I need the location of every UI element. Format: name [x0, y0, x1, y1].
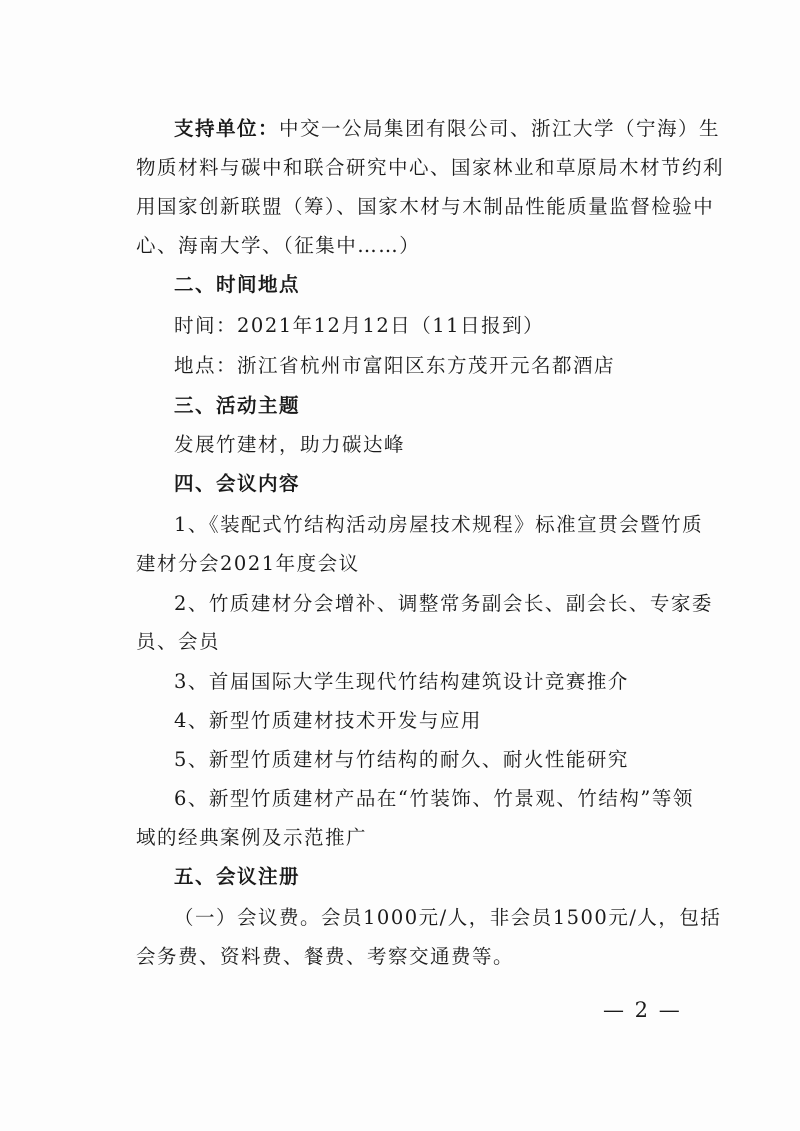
content-item-3: 3、首届国际大学生现代竹结构建筑设计竞赛推介: [174, 670, 629, 693]
meeting-theme: 发展竹建材，助力碳达峰: [174, 433, 406, 456]
content-item-6-line-1: 6、新型竹质建材产品在“竹装饰、竹景观、竹结构”等领: [174, 787, 694, 810]
support-units-line-1: [174, 116, 721, 142]
page-number: — 2 —: [603, 998, 682, 1022]
registration-fee-line-2: 会务费、资料费、餐费、考察交通费等。: [136, 945, 515, 968]
support-units-line-2: 物质材料与碳中和联合研究中心、国家林业和草原局木材节约利: [136, 156, 725, 179]
section-heading-content: 四、会议内容: [174, 472, 301, 495]
registration-fee-line-1: （一）会议费。会员1000元/人，非会员1500元/人，包括: [174, 906, 722, 929]
support-units-line-3: 用国家创新联盟（筹）、国家木材与木制品性能质量监督检验中: [136, 195, 715, 218]
content-item-2-line-1: 2、竹质建材分会增补、调整常务副会长、副会长、专家委: [174, 592, 713, 615]
content-item-6-line-2: 域的经典案例及示范推广: [136, 826, 368, 849]
content-item-2-line-2: 员、会员: [136, 630, 221, 653]
content-item-4: 4、新型竹质建材技术开发与应用: [174, 709, 482, 732]
meeting-place: 地点：浙江省杭州市富阳区东方茂开元名都酒店: [174, 354, 616, 377]
support-units-line-4: 心、海南大学、（征集中……）: [136, 234, 421, 257]
content-item-1-line-2: 建材分会2021年度会议: [136, 552, 360, 575]
meeting-time: 时间：2021年12月12日（11日报到）: [174, 314, 545, 337]
support-units-label: 支持单位：: [174, 117, 280, 140]
content-item-5: 5、新型竹质建材与竹结构的耐久、耐火性能研究: [174, 748, 629, 771]
section-heading-time-place: 二、时间地点: [174, 273, 301, 296]
section-heading-registration: 五、会议注册: [174, 865, 301, 888]
content-item-1-line-1: 1、《装配式竹结构活动房屋技术规程》标准宣贯会暨竹质: [174, 513, 704, 536]
support-units-text-1: 中交一公局集团有限公司、浙江大学（宁海）生: [279, 117, 721, 140]
section-heading-theme: 三、活动主题: [174, 394, 301, 417]
